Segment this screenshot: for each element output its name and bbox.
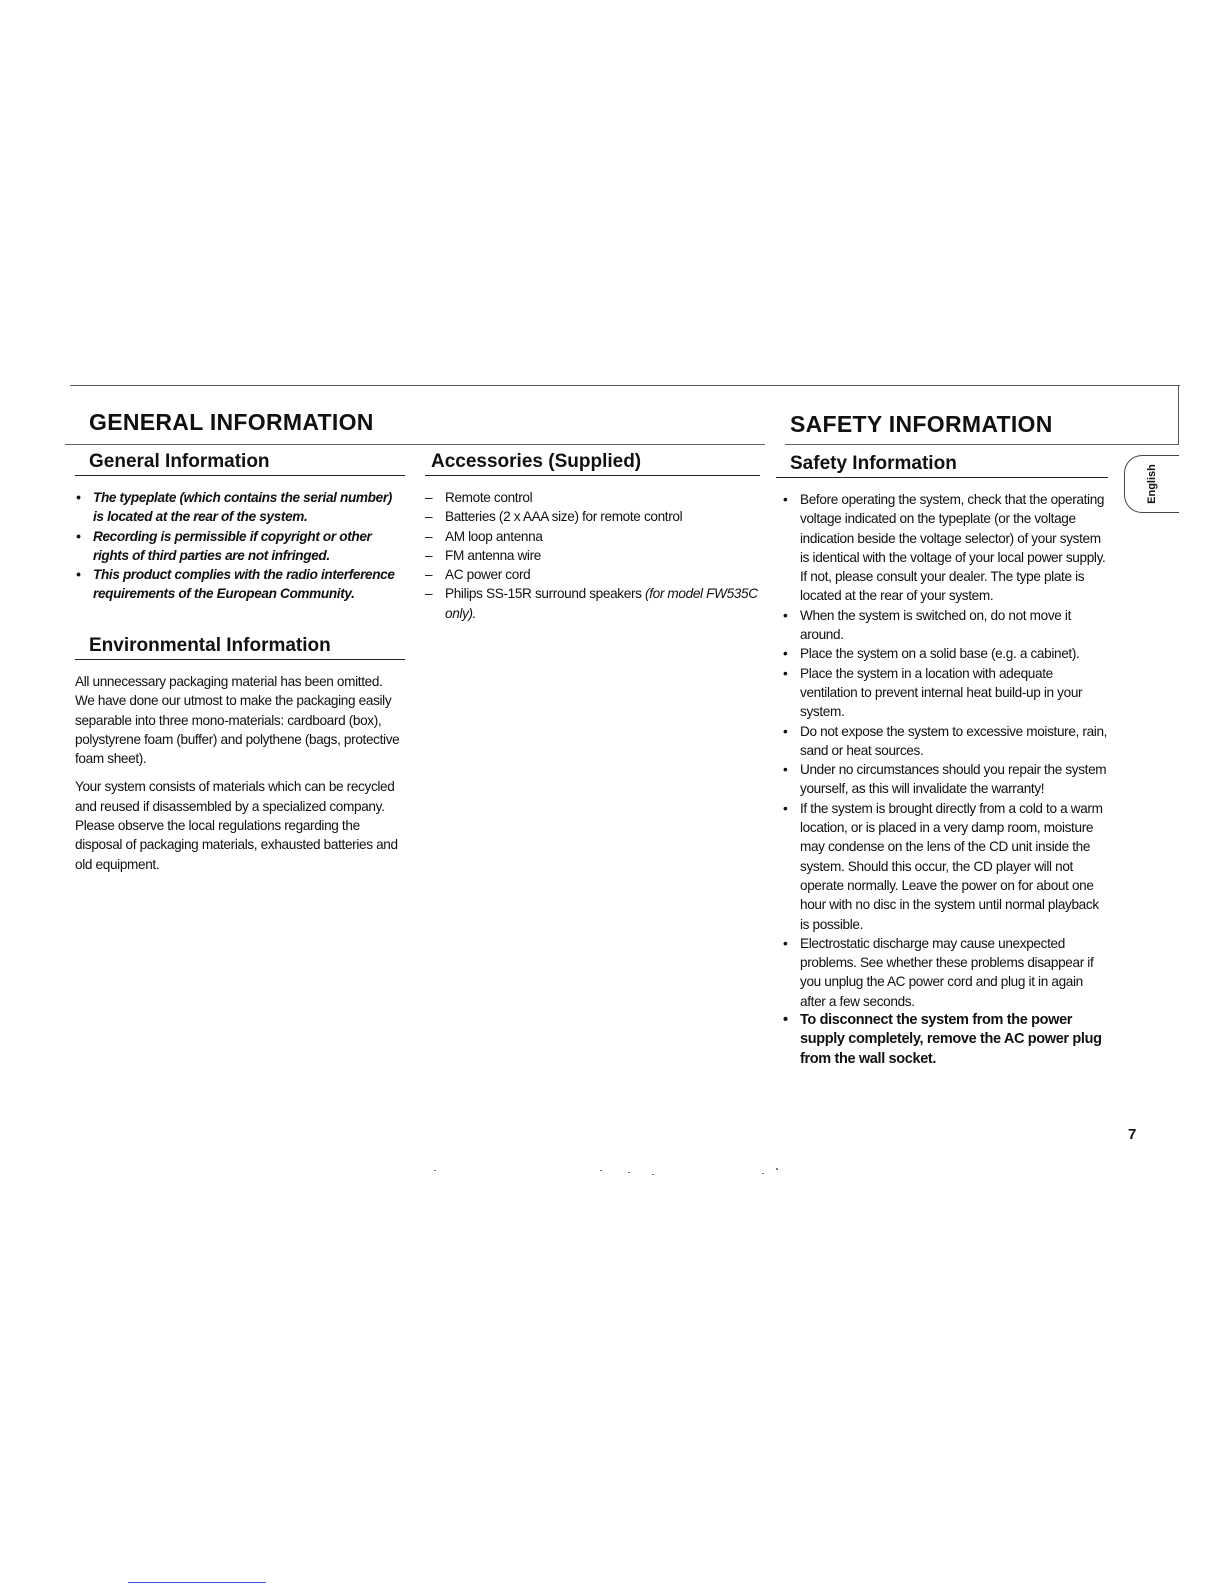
safety-information-heading: Safety Information: [776, 454, 1108, 478]
page-number: 7: [1128, 1126, 1137, 1143]
left-section-rule: [65, 444, 765, 445]
list-item: – Batteries (2 x AAA size) for remote control: [425, 507, 760, 526]
list-item: – AM loop antenna: [425, 527, 760, 546]
accessory-text: Philips SS-15R surround speakers: [445, 586, 646, 602]
scan-mark: [776, 1168, 778, 1170]
right-section-rule: [785, 444, 1178, 445]
list-item: – Remote control: [425, 488, 760, 507]
scan-mark: [434, 1170, 436, 1171]
list-item: • Recording is permissible if copyright or other rights of third parties are not infringed.: [75, 527, 405, 566]
list-item-bold: • To disconnect the system from the power supply completely, remove the AC power plug from the wall socket.: [782, 1011, 1108, 1069]
safety-information-section: [776, 454, 1108, 1069]
list-item: • Place the system on a solid base (e.g. a cabinet).: [782, 644, 1108, 663]
list-item: • When the system is switched on, do not move it around.: [782, 606, 1108, 645]
accessories-heading: Accessories (Supplied): [425, 452, 760, 476]
list-item: • The typeplate (which contains the serial number) is located at the rear of the system.: [75, 488, 405, 527]
list-item: • If the system is brought directly from a cold to a warm location, or is placed in a very damp room, moisture may condense on the lens of the CD unit inside the system. Should this occur, the CD player will not operate normally. Leave the power on for about one hour with no disc in the system until normal playback is possible.: [782, 799, 1108, 934]
top-rule: [70, 385, 1180, 386]
list-item: – FM antenna wire: [425, 546, 760, 565]
accessory-model-note: (for model FW535C only).: [445, 586, 758, 621]
list-item: [425, 584, 760, 623]
list-item: • Place the system in a location with adequate ventilation to prevent internal heat build-up in your system.: [782, 664, 1108, 722]
list-item: • This product complies with the radio interference requirements of the European Community.: [75, 565, 405, 604]
right-bracket-rule: [1178, 385, 1179, 445]
scan-mark: [762, 1173, 764, 1174]
list-item: – AC power cord: [425, 565, 760, 584]
environmental-paragraph: All unnecessary packaging material has been omitted. We have done our utmost to make the packaging easily separable into three mono-materials: cardboard (box), polystyrene foam (buffer) and polythene (bags, protective foam sheet).: [75, 674, 400, 767]
list-item: • Under no circumstances should you repair the system yourself, as this will invalidate the warranty!: [782, 760, 1108, 799]
language-tab: [1124, 455, 1179, 513]
bottom-link-underline: [128, 1582, 266, 1583]
general-information-section: [75, 452, 405, 604]
general-information-title: GENERAL INFORMATION: [89, 409, 374, 435]
environmental-information-heading: Environmental Information: [75, 636, 405, 660]
environmental-information-section: [75, 636, 405, 883]
general-information-heading: General Information: [75, 452, 405, 476]
language-tab-label: English: [1145, 464, 1158, 504]
safety-information-title: SAFETY INFORMATION: [790, 411, 1053, 437]
list-item: • Before operating the system, check that the operating voltage indicated on the typeplate (or the voltage indication beside the voltage selector) of your system is identical with the voltage of your local power supply. If not, please consult your dealer. The type plate is located at the rear of your system.: [782, 490, 1108, 606]
accessories-list: [425, 488, 760, 623]
safety-information-list: [776, 490, 1108, 1069]
scan-mark: [600, 1170, 602, 1171]
list-item: • Do not expose the system to excessive moisture, rain, sand or heat sources.: [782, 722, 1108, 761]
accessories-section: [425, 452, 760, 623]
scan-mark: [628, 1172, 630, 1173]
list-item: • Electrostatic discharge may cause unexpected problems. See whether these problems disappear if you unplug the AC power cord and plug it in again after a few seconds.: [782, 934, 1108, 1011]
general-information-list: [75, 488, 405, 604]
environmental-information-body: [75, 672, 405, 874]
scan-mark: [652, 1174, 654, 1175]
environmental-paragraph: Your system consists of materials which can be recycled and reused if disassembled by a specialized company. Please observe the local regulations regarding the disposal of packaging materials, exhausted batteries and old equipment.: [75, 779, 398, 872]
